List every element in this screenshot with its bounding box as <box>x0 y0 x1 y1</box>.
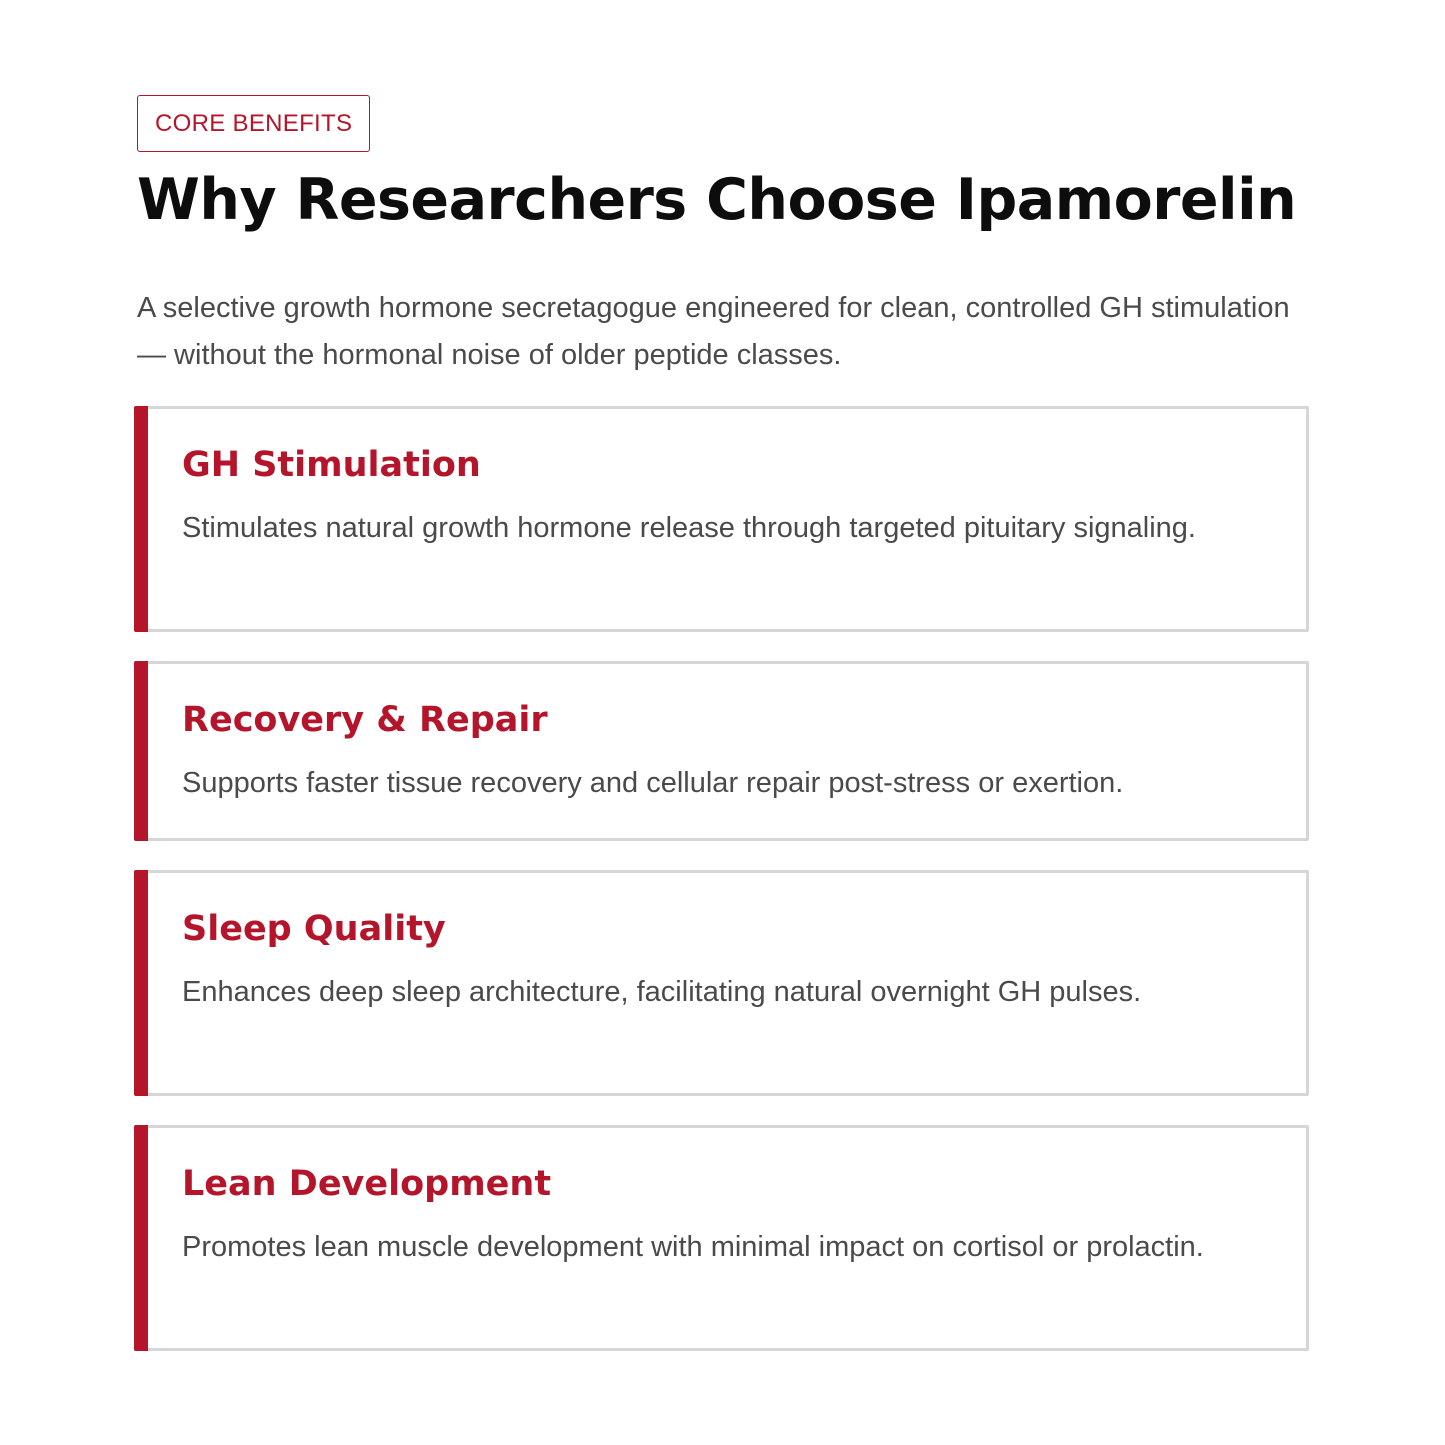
benefit-card-lean-development <box>134 1125 1309 1351</box>
benefit-card-recovery-repair <box>134 661 1309 841</box>
benefit-card-description: Enhances deep sleep architecture, facilitating natural overnight GH pulses. <box>182 976 1142 1008</box>
benefit-card-title: Sleep Quality <box>182 909 446 949</box>
benefit-card-description: Supports faster tissue recovery and cellular repair post-stress or exertion. <box>182 767 1124 799</box>
benefit-card-sleep-quality <box>134 870 1309 1096</box>
benefits-list <box>134 406 1309 1380</box>
benefit-card-title: Lean Development <box>182 1164 552 1204</box>
section-title: Why Researchers Choose Ipamorelin <box>137 167 1297 233</box>
benefit-card-gh-stimulation <box>134 406 1309 632</box>
benefit-card-description: Promotes lean muscle development with minimal impact on cortisol or prolactin. <box>182 1231 1204 1263</box>
benefits-section-header <box>137 95 1309 379</box>
benefit-card-title: GH Stimulation <box>182 445 481 485</box>
section-intro: A selective growth hormone secretagogue engineered for clean, controlled GH stimulation — without the hormonal noise of older peptide classes. <box>137 292 1290 371</box>
benefit-card-description: Stimulates natural growth hormone release through targeted pituitary signaling. <box>182 512 1196 544</box>
benefit-card-title: Recovery & Repair <box>182 700 548 740</box>
core-benefits-badge: CORE BENEFITS <box>137 95 370 152</box>
